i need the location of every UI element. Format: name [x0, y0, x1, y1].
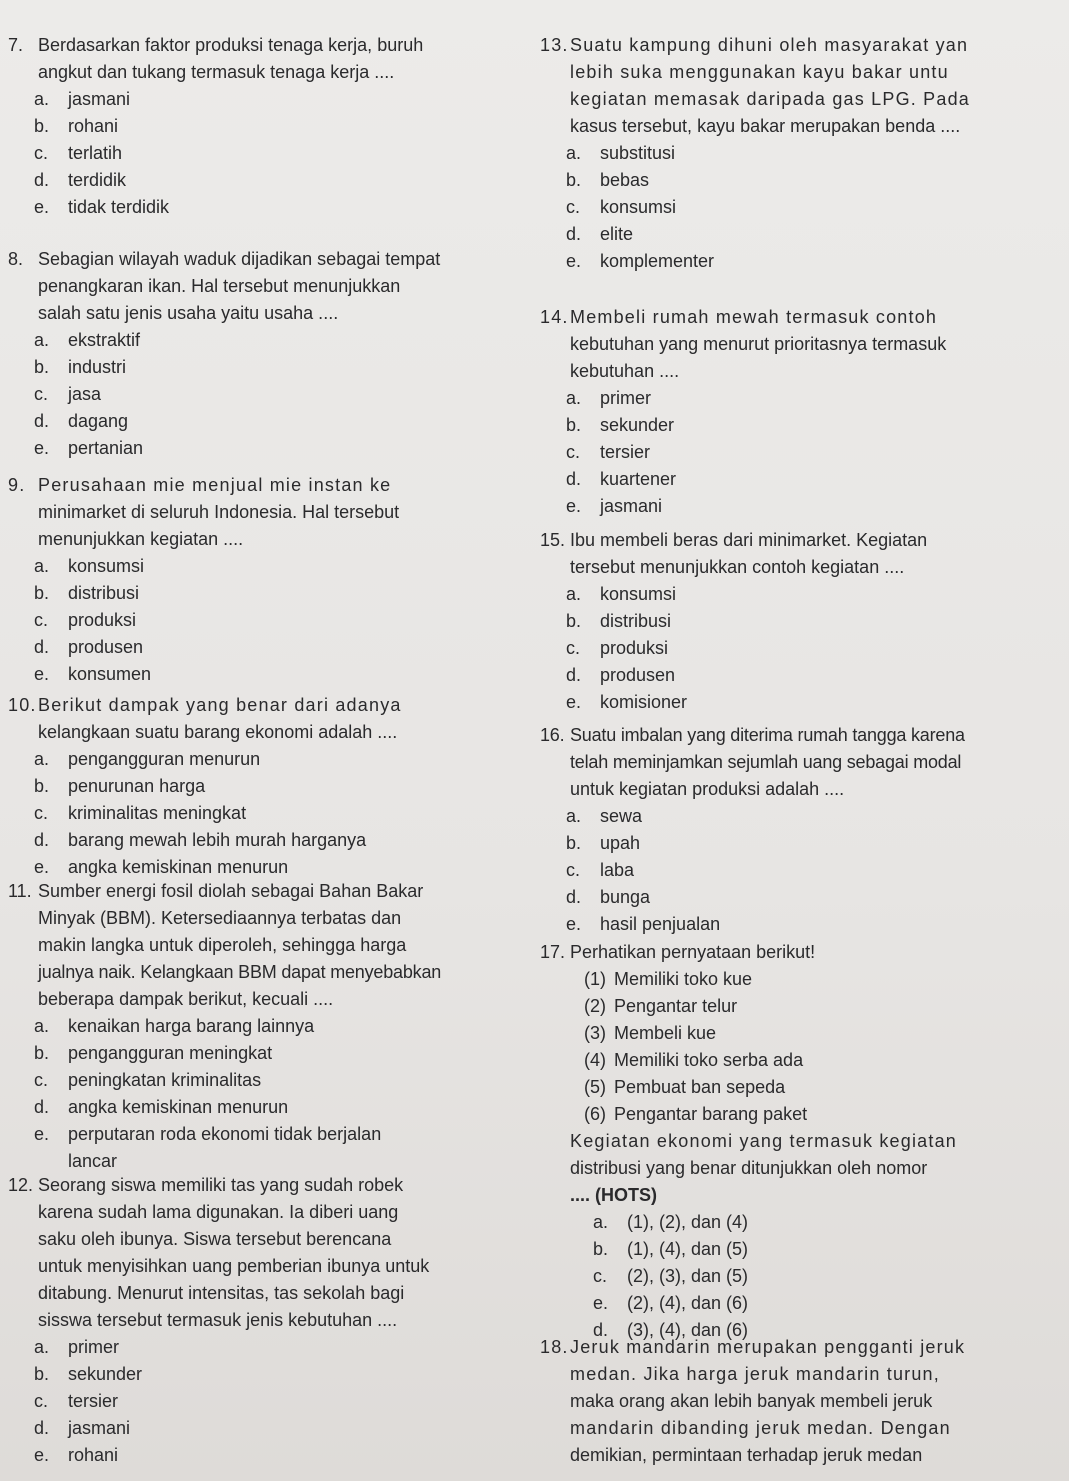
statement-item: (4) Memiliki toko serba ada	[584, 1050, 804, 1070]
question-number: 12.	[8, 1175, 34, 1195]
answer-option: d. elite	[566, 224, 634, 244]
question-stem-line: saku oleh ibunya. Siswa tersebut berencana	[38, 1229, 392, 1249]
statement-item: (2) Pengantar telur	[584, 996, 738, 1016]
question-stem-line: menunjukkan kegiatan ....	[38, 529, 244, 549]
answer-option: c. laba	[566, 860, 635, 880]
answer-option: e. hasil penjualan	[566, 914, 721, 934]
answer-option: c. konsumsi	[566, 197, 677, 217]
question-18	[540, 1334, 1069, 1469]
question-stem-line: kelangkaan suatu barang ekonomi adalah ....	[38, 722, 398, 742]
answer-option-continuation: lancar	[68, 1151, 118, 1171]
answer-option: b. industri	[34, 357, 127, 377]
question-9	[8, 472, 538, 688]
answer-option: b. distribusi	[34, 583, 140, 603]
question-stem-line: Minyak (BBM). Ketersediaannya terbatas dan	[38, 908, 402, 928]
answer-option: d. (3), (4), dan (6)	[593, 1320, 749, 1340]
answer-option: c. produksi	[566, 638, 669, 658]
question-stem-line: 18.Jeruk mandarin merupakan pengganti jeruk	[540, 1334, 1069, 1361]
answer-option: c. tersier	[566, 442, 651, 462]
answer-option: e. (2), (4), dan (6)	[593, 1293, 749, 1313]
question-stem-line: 15. Ibu membeli beras dari minimarket. Kegiatan	[540, 527, 1069, 554]
question-stem-line: minimarket di seluruh Indonesia. Hal tersebut	[38, 502, 400, 522]
answer-option: b. upah	[566, 833, 641, 853]
question-number: 9.	[8, 475, 26, 495]
question-number: 13.	[540, 35, 569, 55]
answer-option: d. terdidik	[34, 170, 127, 190]
question-stem-line: tersebut menunjukkan contoh kegiatan ....	[570, 557, 905, 577]
question-number: 14.	[540, 307, 569, 327]
answer-option: b. penurunan harga	[34, 776, 206, 796]
answer-option: c. kriminalitas meningkat	[34, 803, 247, 823]
question-stem-line: angkut dan tukang termasuk tenaga kerja ....	[38, 62, 395, 82]
question-stem-line: demikian, permintaan terhadap jeruk medan	[570, 1445, 923, 1465]
answer-option: c. peningkatan kriminalitas	[34, 1070, 262, 1090]
answer-option: a. primer	[566, 388, 652, 408]
question-12	[8, 1172, 538, 1469]
statement-item: (6) Pengantar barang paket	[584, 1104, 808, 1124]
question-15	[540, 527, 1069, 716]
question-number: 11.	[8, 881, 32, 901]
answer-option: e. pertanian	[34, 438, 144, 458]
answer-option: c. jasa	[34, 384, 102, 404]
answer-option: e. tidak terdidik	[34, 197, 170, 217]
answer-option: d. angka kemiskinan menurun	[34, 1097, 289, 1117]
question-stem-line: mandarin dibanding jeruk medan. Dengan	[570, 1418, 951, 1438]
answer-option: a. konsumsi	[34, 556, 145, 576]
answer-option: b. sekunder	[566, 415, 675, 435]
question-stem-line: 9. Perusahaan mie menjual mie instan ke	[8, 472, 538, 499]
answer-option: d. jasmani	[34, 1418, 131, 1438]
answer-option: e. rohani	[34, 1445, 119, 1465]
question-stem-line: jualnya naik. Kelangkaan BBM dapat menyebabkan	[38, 962, 442, 982]
question-number: 18.	[540, 1337, 569, 1357]
question-stem-line: 10.Berikut dampak yang benar dari adanya	[8, 692, 538, 719]
answer-option: a. sewa	[566, 806, 643, 826]
statement-item: (3) Membeli kue	[584, 1023, 717, 1043]
question-10	[8, 692, 538, 881]
question-stem-line: untuk menyisihkan uang pemberian ibunya untuk	[38, 1256, 430, 1276]
answer-option: a. konsumsi	[566, 584, 677, 604]
answer-option: e. komplementer	[566, 251, 715, 271]
answer-option: a. substitusi	[566, 143, 676, 163]
question-stem-line: .... (HOTS)	[570, 1185, 657, 1205]
answer-option: e. perputaran roda ekonomi tidak berjalan	[34, 1124, 382, 1144]
question-stem-line: 12. Seorang siswa memiliki tas yang sudah robek	[8, 1172, 538, 1199]
answer-option: b. (1), (4), dan (5)	[593, 1239, 749, 1259]
answer-option: c. produksi	[34, 610, 137, 630]
question-stem-line: untuk kegiatan produksi adalah ....	[570, 779, 845, 799]
question-stem-line: beberapa dampak berikut, kecuali ....	[38, 989, 334, 1009]
question-17	[540, 939, 1069, 1344]
question-stem-line: 7. Berdasarkan faktor produksi tenaga kerja, buruh	[8, 32, 538, 59]
answer-option: d. produsen	[566, 665, 676, 685]
answer-option: e. jasmani	[566, 496, 663, 516]
question-number: 8.	[8, 249, 24, 269]
question-stem-line: karena sudah lama digunakan. Ia diberi uang	[38, 1202, 399, 1222]
answer-option: d. barang mewah lebih murah harganya	[34, 830, 367, 850]
answer-option: e. angka kemiskinan menurun	[34, 857, 289, 877]
question-stem-line: 17. Perhatikan pernyataan berikut!	[540, 939, 1069, 966]
answer-option: a. primer	[34, 1337, 120, 1357]
question-stem-line: lebih suka menggunakan kayu bakar untu	[570, 62, 949, 82]
question-stem-line: kasus tersebut, kayu bakar merupakan benda ....	[570, 116, 961, 136]
question-11	[8, 878, 538, 1175]
question-number: 17.	[540, 942, 566, 962]
question-stem-line: 13.Suatu kampung dihuni oleh masyarakat yan	[540, 32, 1069, 59]
question-number: 7.	[8, 35, 24, 55]
answer-option: a. pengangguran menurun	[34, 749, 261, 769]
question-stem-line: 11. Sumber energi fosil diolah sebagai Bahan Bakar	[8, 878, 538, 905]
question-stem-line: penangkaran ikan. Hal tersebut menunjukkan	[38, 276, 401, 296]
question-7	[8, 32, 538, 221]
answer-option: d. produsen	[34, 637, 144, 657]
question-stem-line: kegiatan memasak daripada gas LPG. Pada	[570, 89, 971, 109]
question-number: 16.	[540, 725, 565, 745]
question-stem-line: makin langka untuk diperoleh, sehingga harga	[38, 935, 407, 955]
answer-option: d. dagang	[34, 411, 129, 431]
question-stem-line: sisswa tersebut termasuk jenis kebutuhan ....	[38, 1310, 398, 1330]
question-14	[540, 304, 1069, 520]
question-stem-line: ditabung. Menurut intensitas, tas sekolah bagi	[38, 1283, 405, 1303]
question-8	[8, 246, 538, 462]
answer-option: b. sekunder	[34, 1364, 143, 1384]
answer-option: d. kuartener	[566, 469, 677, 489]
question-16	[540, 722, 1069, 938]
question-stem-line: kebutuhan ....	[570, 361, 680, 381]
question-stem-line: kebutuhan yang menurut prioritasnya termasuk	[570, 334, 947, 354]
question-stem-line: salah satu jenis usaha yaitu usaha ....	[38, 303, 339, 323]
question-13	[540, 32, 1069, 275]
question-stem-line: 14.Membeli rumah mewah termasuk contoh	[540, 304, 1069, 331]
answer-option: b. pengangguran meningkat	[34, 1043, 273, 1063]
answer-option: a. jasmani	[34, 89, 131, 109]
statement-item: (1) Memiliki toko kue	[584, 969, 753, 989]
question-stem-line: Kegiatan ekonomi yang termasuk kegiatan	[570, 1131, 958, 1151]
answer-option: d. bunga	[566, 887, 651, 907]
answer-option: c. (2), (3), dan (5)	[593, 1266, 749, 1286]
answer-option: b. rohani	[34, 116, 119, 136]
answer-option: a. kenaikan harga barang lainnya	[34, 1016, 315, 1036]
question-stem-line: maka orang akan lebih banyak membeli jeruk	[570, 1391, 933, 1411]
question-stem-line: medan. Jika harga jeruk mandarin turun,	[570, 1364, 940, 1384]
answer-option: b. bebas	[566, 170, 650, 190]
answer-option: c. tersier	[34, 1391, 119, 1411]
answer-option: e. komisioner	[566, 692, 688, 712]
answer-option: a. (1), (2), dan (4)	[593, 1212, 749, 1232]
statement-item: (5) Pembuat ban sepeda	[584, 1077, 786, 1097]
answer-option: a. ekstraktif	[34, 330, 141, 350]
answer-option: c. terlatih	[34, 143, 123, 163]
question-number: 15.	[540, 530, 566, 550]
answer-option: e. konsumen	[34, 664, 152, 684]
answer-option: b. distribusi	[566, 611, 672, 631]
question-number: 10.	[8, 695, 37, 715]
question-stem-line: 16. Suatu imbalan yang diterima rumah tangga karena	[540, 722, 1069, 749]
question-stem-line: distribusi yang benar ditunjukkan oleh nomor	[570, 1158, 928, 1178]
question-stem-line: telah meminjamkan sejumlah uang sebagai modal	[570, 752, 962, 772]
question-stem-line: 8. Sebagian wilayah waduk dijadikan sebagai tempat	[8, 246, 538, 273]
